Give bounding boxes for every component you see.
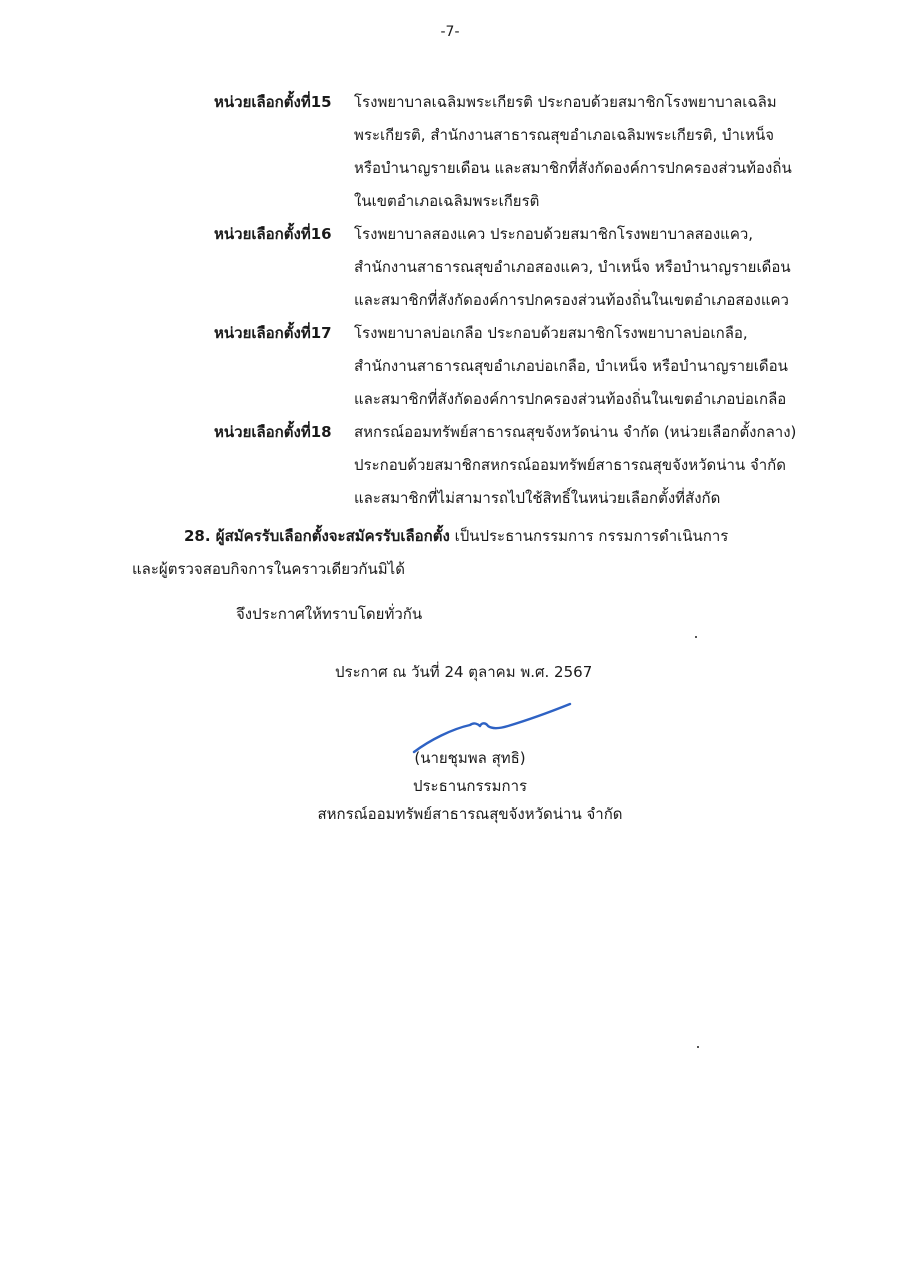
signatory-name: (นายชุมพล สุทธิ) <box>414 749 526 767</box>
scan-speck <box>697 1046 699 1048</box>
election-unit-17 <box>214 317 814 416</box>
election-unit-description <box>354 416 806 515</box>
description-line: โรงพยาบาลบ่อเกลือ ประกอบด้วยสมาชิกโรงพยาบาลบ่อเกลือ, <box>354 324 748 342</box>
announcement-date: ประกาศ ณ วันที่ 24 ตุลาคม พ.ศ. 2567 <box>335 663 593 681</box>
election-unit-18 <box>214 416 814 515</box>
clause-line-1 <box>132 520 812 553</box>
signature-block <box>300 744 640 828</box>
election-unit-15 <box>214 86 814 218</box>
description-line: ประกอบด้วยสมาชิกสหกรณ์ออมทรัพย์สาธารณสุขจังหวัดน่าน จำกัด <box>354 456 786 474</box>
election-unit-16 <box>214 218 814 317</box>
election-unit-description <box>354 86 806 218</box>
election-unit-description <box>354 317 806 416</box>
clause-line-1-text: เป็นประธานกรรมการ กรรมการดำเนินการ <box>449 527 729 545</box>
signatory-organization: สหกรณ์ออมทรัพย์สาธารณสุขจังหวัดน่าน จำกัด <box>317 805 623 823</box>
description-line: และสมาชิกที่สังกัดองค์การปกครองส่วนท้องถิ่นในเขตอำเภอสองแคว <box>354 291 789 309</box>
description-line: สำนักงานสาธารณสุขอำเภอสองแคว, บำเหน็จ หรือบำนาญรายเดือน <box>354 258 791 276</box>
signatory-position: ประธานกรรมการ <box>412 777 528 795</box>
election-units-list <box>214 86 814 515</box>
description-line: และสมาชิกที่ไม่สามารถไปใช้สิทธิ์ในหน่วยเลือกตั้งที่สังกัด <box>354 489 721 507</box>
clause-28 <box>132 520 812 586</box>
description-line: พระเกียรติ, สำนักงานสาธารณสุขอำเภอเฉลิมพระเกียรติ, บำเหน็จ <box>354 126 774 144</box>
description-line: สหกรณ์ออมทรัพย์สาธารณสุขจังหวัดน่าน จำกัด (หน่วยเลือกตั้งกลาง) <box>354 423 797 441</box>
election-unit-label: หน่วยเลือกตั้งที่18 <box>214 423 332 441</box>
scan-speck <box>695 636 697 638</box>
description-line: โรงพยาบาลเฉลิมพระเกียรติ ประกอบด้วยสมาชิกโรงพยาบาลเฉลิม <box>354 93 777 111</box>
description-line: หรือบำนาญรายเดือน และสมาชิกที่สังกัดองค์การปกครองส่วนท้องถิ่น <box>354 159 792 177</box>
clause-heading: 28. ผู้สมัครรับเลือกตั้งจะสมัครรับเลือกตั้ง <box>184 527 450 545</box>
description-line: และสมาชิกที่สังกัดองค์การปกครองส่วนท้องถิ่นในเขตอำเภอบ่อเกลือ <box>354 390 787 408</box>
description-line: โรงพยาบาลสองแคว ประกอบด้วยสมาชิกโรงพยาบาลสองแคว, <box>354 225 754 243</box>
announcement-text: จึงประกาศให้ทราบโดยทั่วกัน <box>236 605 423 623</box>
election-unit-label: หน่วยเลือกตั้งที่17 <box>214 324 332 342</box>
page-number: -7- <box>440 24 460 40</box>
election-unit-label: หน่วยเลือกตั้งที่15 <box>214 93 332 111</box>
description-line: ในเขตอำเภอเฉลิมพระเกียรติ <box>354 192 540 210</box>
description-line: สำนักงานสาธารณสุขอำเภอบ่อเกลือ, บำเหน็จ หรือบำนาญรายเดือน <box>354 357 788 375</box>
election-unit-description <box>354 218 806 317</box>
election-unit-label: หน่วยเลือกตั้งที่16 <box>214 225 332 243</box>
clause-line-2: และผู้ตรวจสอบกิจการในคราวเดียวกันมิได้ <box>132 560 405 578</box>
